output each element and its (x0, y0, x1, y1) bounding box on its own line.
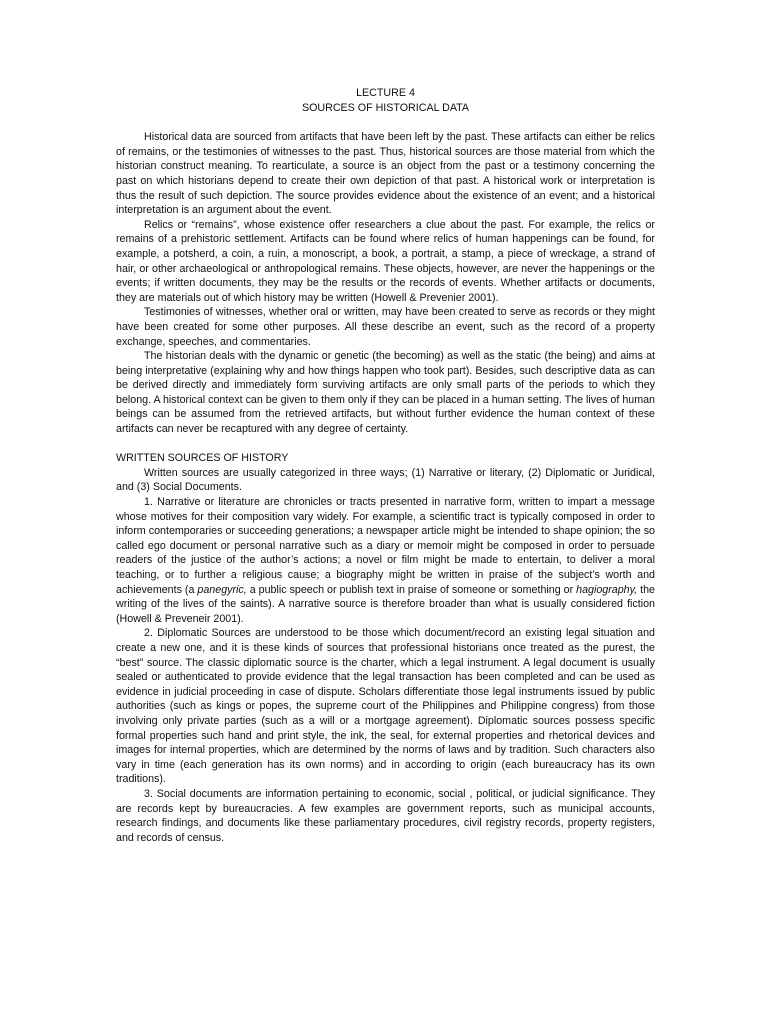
intro-paragraph-4: The historian deals with the dynamic or genetic (the becoming) as well as the static (the being) and aims at being interpretative (explaining why and how things happen who took part). Besides, such descriptive data as can be derived directly and immediately form surviving artifacts are only small parts of the periods to which they belong. A historical context can be given to them only if they can be placed in a human setting. The lives of human beings can be assumed from the retrieved artifacts, but without further evidence the human context of these artifacts can never be recaptured with any degree of certainty. (116, 350, 655, 436)
list-item-text: a public speech or publish text in praise of someone or something or (246, 583, 577, 596)
document-page (116, 86, 655, 845)
intro-paragraph-3: Testimonies of witnesses, whether oral or written, may have been created to serve as records or they might have been created for some other purposes. All these describe an event, such as the record of a property exchange, speeches, and commentaries. (116, 306, 655, 348)
emphasis-term: hagiography, (576, 583, 638, 596)
list-item-text: 1. Narrative or literature are chronicles or tracts presented in narrative form, written to impart a message whose motives for their composition vary widely. For example, a scientific tract is typically composed in order to inform contemporaries or succeeding generations; a newspaper article might be intended to shape opinion; the so called ego document or personal narrative such as a diary or memoir might be composed in order to persuade readers of the justice of the author’s actions; a novel or film might be made to entertain, to deliver a moral teaching, or to further a religious cause; a biography might be written in praise of the subject’s worth and achievements (a (116, 496, 655, 596)
intro-paragraph-2: Relics or “remains”, whose existence offer researchers a clue about the past. For example, the relics or remains of a prehistoric settlement. Artifacts can be found where relics of human happenings can be found, for example, a potsherd, a coin, a ruin, a monoscript, a book, a portrait, a stamp, a piece of wreckage, a strand of hair, or other archaeological or anthropological remains. These objects, however, are never the happenings or the events; if written documents, they may be the results or the records of events. Whether artifacts or documents, they are materials out of which history may be written (Howell & Prevenier 2001). (116, 218, 655, 304)
lecture-number: LECTURE 4 (356, 87, 415, 99)
list-item-diplomatic: 2. Diplomatic Sources are understood to be those which document/record an existing legal situation and create a new one, and it is these kinds of sources that professional historians once treated as the purest, the “best” source. The classic diplomatic source is the charter, which a legal instrument. A legal document is usually sealed or authenticated to provide evidence that the legal transaction has been completed and can be used as evidence in judicial proceeding in case of dispute. Scholars differentiate those legal instruments issued by public authorities (such as kings or popes, the supreme court of the Philippines and Philippine congress) from those involving only private parties (such as a will or a mortgage agreement). Diplomatic sources possess specific formal properties such hand and print style, the ink, the seal, for external properties and rhetorical devices and images for internal properties, which are determined by the norms of laws and by tradition. Such characters also vary in time (each generation has its own norms) and in according to origin (each bureaucracy has its own traditions). (116, 627, 655, 786)
list-item-narrative (116, 495, 655, 626)
emphasis-term: panegyric, (197, 583, 247, 596)
document-title: SOURCES OF HISTORICAL DATA (301, 101, 470, 114)
intro-paragraph-1: Historical data are sourced from artifacts that have been left by the past. These artifacts can either be relics of remains, or the testimonies of witnesses to the past. Thus, historical sources are those material from which the historian construct meaning. To rearticulate, a source is an object from the past or a testimony concerning the past on which historians depend to create their own depiction of that past. A historical work or interpretation is thus the result of such depiction. The source provides evidence about the existence of an event; and a historical interpretation is an argument about the event. (116, 131, 655, 217)
list-item-social: 3. Social documents are information pertaining to economic, social , political, or judicial significance. They are records kept by bureaucracies. A few examples are government reports, such as municipal accounts, research findings, and documents like these parliamentary procedures, civil registry records, property registers, and records of census. (116, 787, 655, 844)
list-item-text: the writing of the lives of the saints). A narrative source is therefore broader than what is usually considered fiction (Howell & Preveneir 2001). (116, 583, 656, 625)
section-heading: WRITTEN SOURCES OF HISTORY (116, 452, 289, 465)
section-intro: Written sources are usually categorized in three ways; (1) Narrative or literary, (2) Diplomatic or Juridical, and (3) Social Documents. (116, 466, 655, 494)
